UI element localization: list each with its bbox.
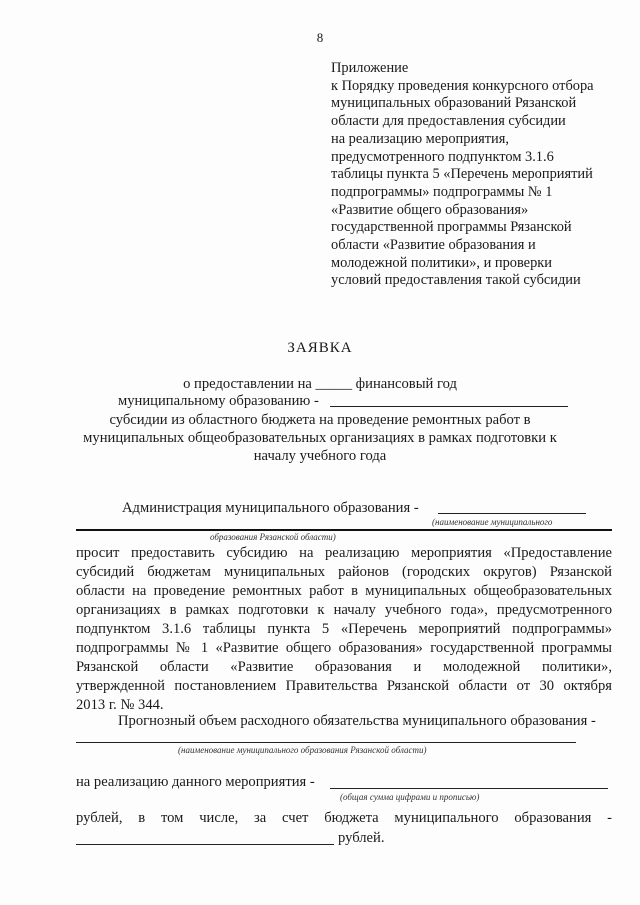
page-number: 8 xyxy=(316,30,324,45)
body-line-end: 2013 г. № 344. xyxy=(76,697,164,713)
implementation-caption: (общая сумма цифрами и прописью) xyxy=(340,792,480,802)
document-title: ЗАЯВКА xyxy=(287,340,353,356)
subtitle-line-5: началу учебного года xyxy=(253,448,387,464)
subtitle-line-2: муниципальному образованию - xyxy=(118,393,319,409)
appendix-line: молодежной политики», и проверки xyxy=(331,254,552,271)
subtitle-text: финансовый год xyxy=(355,376,457,392)
implementation-text: на реализацию данного мероприятия - xyxy=(76,774,315,790)
rubles-line: рублей, в том числе, за счет бюджета муниципального образования - xyxy=(76,810,612,826)
rubles-blank-line xyxy=(76,844,334,845)
forecast-text: Прогнозный объем расходного обязательства муниципального образования - xyxy=(118,713,596,729)
admin-caption: образования Рязанской области) xyxy=(210,532,336,542)
appendix-block xyxy=(331,60,594,290)
appendix-line: муниципальных образований Рязанской xyxy=(331,95,577,112)
appendix-line: государственной программы Рязанской xyxy=(331,219,572,236)
admin-text: Администрация муниципального образования - xyxy=(122,500,419,516)
appendix-line: на реализацию мероприятия, xyxy=(331,130,509,147)
appendix-line: области «Развитие образования и xyxy=(331,237,536,254)
body-line: подпунктом 3.1.6 таблицы пункта 5 «Перечень мероприятий подпрограммы» xyxy=(76,621,612,637)
admin-full-line xyxy=(76,529,612,531)
body-line: Рязанской области «Развитие образования и молодежной политики», xyxy=(76,659,612,675)
body-line: утвержденной постановлением Правительства Рязанской области от 30 октября xyxy=(76,678,612,694)
body-line: области на проведение ремонтных работ в муниципальных общеобразовательных xyxy=(76,583,612,599)
admin-caption: (наименование муниципального xyxy=(432,517,553,527)
subtitle-text: о предоставлении на xyxy=(183,376,312,392)
forecast-caption: (наименование муниципального образования Рязанской области) xyxy=(178,745,427,755)
forecast-blank-line xyxy=(76,742,576,743)
appendix-line: предусмотренного подпунктом 3.1.6 xyxy=(331,148,554,165)
implementation-blank-line xyxy=(330,788,608,789)
subtitle-line-1 xyxy=(0,375,640,393)
rubles-end: рублей. xyxy=(338,830,385,846)
admin-blank-line xyxy=(438,513,586,514)
appendix-line: условий предоставления такой субсидии xyxy=(331,272,581,289)
municipality-blank-line xyxy=(330,406,568,407)
subtitle-line-3: субсидии из областного бюджета на проведение ремонтных работ в xyxy=(109,412,531,428)
body-line: организациях в рамках подготовки к началу учебного года», предусмотренного xyxy=(76,602,612,618)
appendix-line: таблицы пункта 5 «Перечень мероприятий xyxy=(331,166,593,183)
appendix-line: «Развитие общего образования» xyxy=(331,201,529,218)
body-line: подпрограммы № 1 «Развитие общего образования» государственной программы xyxy=(76,640,612,656)
appendix-line: подпрограммы» подпрограммы № 1 xyxy=(331,183,553,200)
appendix-line: к Порядку проведения конкурсного отбора xyxy=(331,77,594,94)
year-blank: _____ xyxy=(315,376,353,392)
body-line: субсидий бюджетам муниципальных районов (городских округов) Рязанской xyxy=(76,564,612,580)
subtitle-line-4: муниципальных общеобразовательных организациях в рамках подготовки к xyxy=(83,430,557,446)
appendix-line: Приложение xyxy=(331,60,409,76)
body-line: просит предоставить субсидию на реализацию мероприятия «Предоставление xyxy=(76,545,612,561)
appendix-line: области для предоставления субсидии xyxy=(331,113,566,130)
